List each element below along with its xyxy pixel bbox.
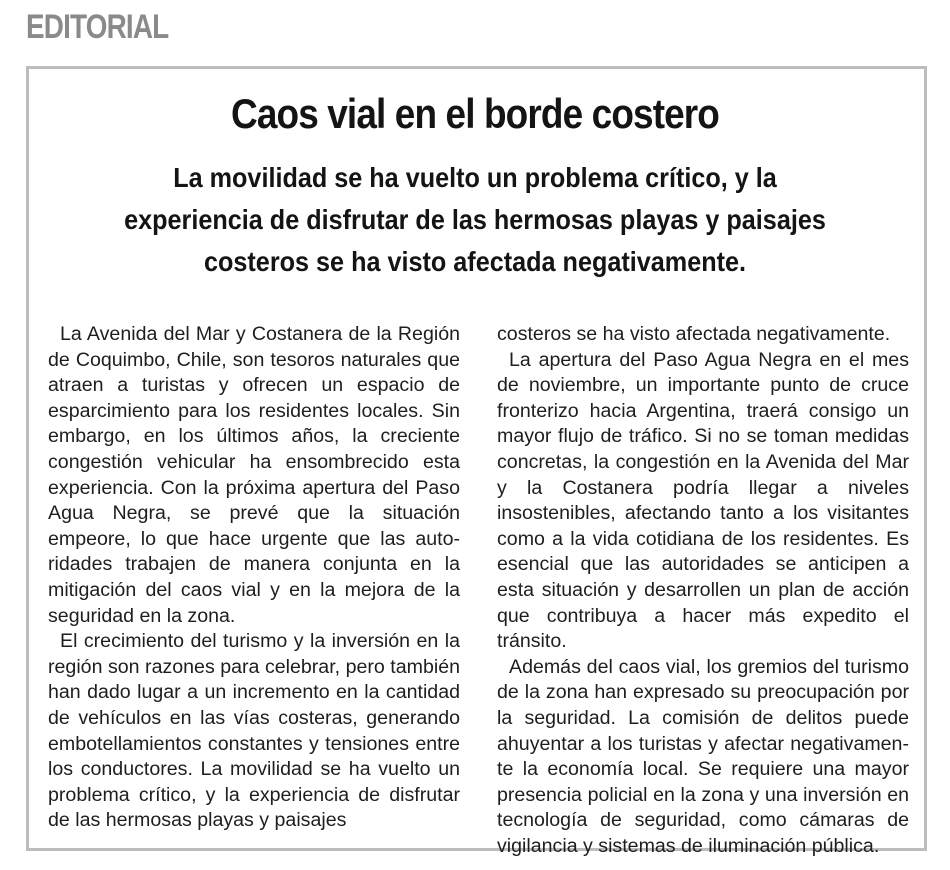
article-column-left xyxy=(48,322,460,834)
article-column-right xyxy=(497,322,909,859)
article-paragraph-continued: costeros se ha visto afectada negativamente. xyxy=(497,323,891,345)
section-label: EDITORIAL xyxy=(26,8,169,46)
article-paragraph: El crecimiento del turismo y la inversión en la región son razones para celebrar, pero también han dado lugar a un incremento en la cantidad de vehículos en las vías costeras, generando embotellamientos constantes y tensiones entre los conductores. La movilidad se ha vuelto un problema crítico, y la experiencia de disfrutar de las hermosas playas y paisajes xyxy=(48,630,460,832)
article-paragraph: La Avenida del Mar y Costanera de la Región de Coquimbo, Chile, son tesoros naturales que atraen a turistas y ofrecen un espacio de esparcimiento para los residentes locales. Sin embargo, en los últimos años, la creciente congestión vehicular ha ensombrecido esta experiencia. Con la próxima apertura del Paso Agua Negra, se prevé que la situación empeore, lo que hace urgente que las autoridades trabajen de manera conjunta en la mitigación del caos vial y en la mejora de la seguridad en la zona. xyxy=(48,323,460,627)
article-headline: Caos vial en el borde costero xyxy=(231,90,719,137)
article-subheadline: La movilidad se ha vuelto un problema crítico, y la experiencia de disfrutar de las hermosas playas y paisajes costeros se ha visto afectada negativamente. xyxy=(124,162,826,277)
article-paragraph: Además del caos vial, los gremios del turismo de la zona han expresado su preocupación por la seguridad. La comisión de delitos puede ahuyentar a los turistas y afectar negativamente la economía local. Se requiere una mayor presencia policial en la zona y una inversión en tecnología de seguridad, como cámaras de vigilancia y sistemas de iluminación pública. xyxy=(497,655,909,857)
article-paragraph: La apertura del Paso Agua Negra en el mes de noviembre, un importante punto de cruce fronterizo hacia Argentina, traerá consigo un mayor flujo de tráfico. Si no se toman medidas concretas, la congestión en la Avenida del Mar y la Costanera podría llegar a niveles insostenibles, afectando tanto a los visitantes como a la vida cotidiana de los residentes. Es esencial que las autoridades se anticipen a esta situación y desarrollen un plan de acción que contribuya a hacer más expedito el tránsito. xyxy=(497,348,909,653)
